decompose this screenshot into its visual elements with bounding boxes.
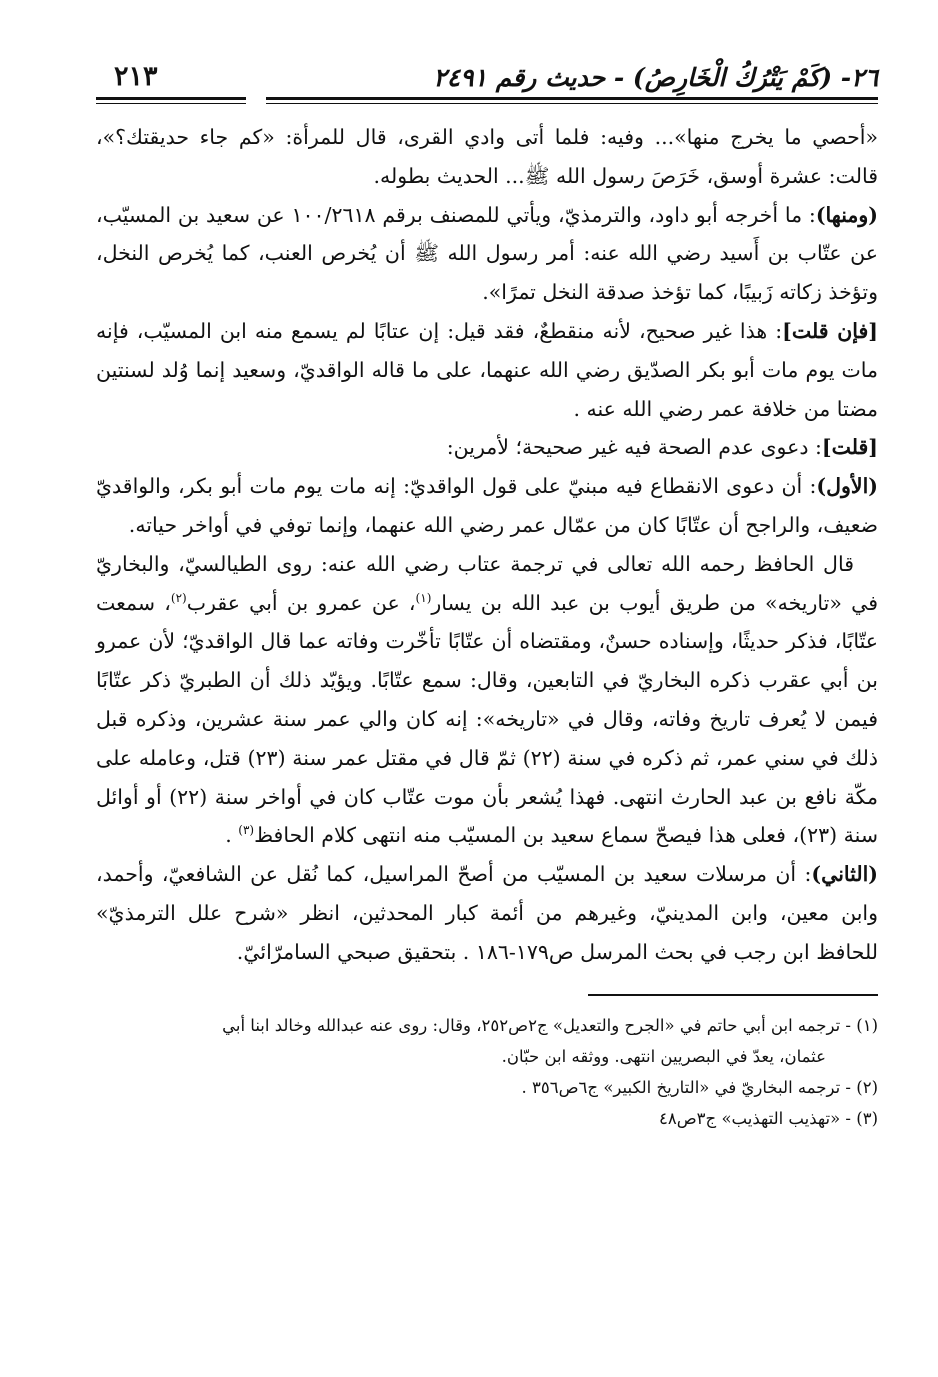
footnote-1: (١) - ترجمه ابن أبي حاتم في «الجرح والتعديل» ج٢ص٢٥٢، وقال: روى عنه عبدالله وخالد ابنا أبي: [222, 1015, 878, 1035]
paragraph-2-label: (ومنها): [815, 202, 878, 227]
paragraph-2: [96, 196, 878, 312]
footnote-ref-3[interactable]: (٣): [238, 823, 255, 838]
paragraph-1-text: «أحصي ما يخرج منها»... وفيه: فلما أتى وادي القرى، قال للمرأة: «كم جاء حديقتك؟»، قالت: عشرة أوسق، خَرَصَ رسول الله ﷺ... الحديث بطوله.: [96, 125, 878, 188]
paragraph-5-text: : أن دعوى الانقطاع فيه مبنيّ على قول الواقديّ: إنه مات يوم مات أبو بكر، والواقديّ ضعيف، والراجح أن عتّابًا كان من عمّال عمر رضي الله عنهما، وإنما توفي في أواخر حياته.: [96, 474, 878, 537]
paragraph-4: [96, 428, 878, 467]
paragraph-5: [96, 467, 878, 545]
paragraph-7-label: (الثاني): [811, 862, 878, 887]
footnote-divider: [588, 994, 878, 996]
paragraph-1: [96, 118, 878, 196]
footnote-1-continuation: عثمان، يعدّ في البصريين انتهى. ووثقه ابن حبّان.: [501, 1046, 826, 1066]
header-rule-thin: [266, 103, 878, 104]
page-number: ٢١٣: [114, 61, 158, 92]
header-rule-left-thin: [96, 103, 246, 104]
paragraph-3-label: [فإن قلت]: [782, 318, 878, 343]
footnote-3: (٣) - «تهذيب التهذيب» ج٣ص٤٨: [658, 1108, 878, 1128]
page-header: [96, 52, 878, 92]
footnote-ref-1[interactable]: (١): [415, 590, 432, 605]
paragraph-3-text: : هذا غير صحيح، لأنه منقطعٌ، فقد قيل: إن عتابًا لم يسمع منه ابن المسيّب، فإنه مات يوم مات أبو بكر الصدّيق رضي الله عنهما، على ما قاله الواقديّ، وسعيد إنما وُلد لسنتين مضتا من خلافة عمر رضي الله عنه .: [96, 318, 878, 421]
footnotes: [96, 1010, 878, 1134]
paragraph-3: [96, 312, 878, 428]
paragraph-4-text: : دعوى عدم الصحة فيه غير صحيحة؛ لأمرين:: [446, 435, 822, 460]
paragraph-5-label: (الأول): [816, 474, 878, 499]
paragraph-6-text-d: .: [225, 823, 239, 848]
paragraph-7: [96, 855, 878, 971]
paragraph-6: [96, 545, 878, 855]
paragraph-6-text-b: ، عن عمرو بن أبي عقرب: [186, 590, 416, 615]
running-title: ٢٦- (كَمْ يَتْرُكُ الْخَارِصُ) - حديث رقم ٢٤٩١: [433, 63, 878, 92]
paragraph-6-text-c: ، سمعت عتّابًا، فذكر حديثًا، وإسناده حسنٌ، ومقتضاه أن عتّابًا تأخّرت وفاته عما قال الواقديّ؛ لأن عمرو بن أبي عقرب ذكره البخاريّ في التابعين، وقال: سمع عتّابًا. ويؤيّد ذلك أن الطبريّ ذكر عتّابًا فيمن لا يُعرف تاريخ وفاته، وقال في «تاريخه»: إنه كان والي عمر سنة عشرين، وذكره قبل ذلك في سني عمر، ثم ذكره في سنة (٢٢) ثمّ قال في مقتل عمر سنة (٢٣) قتل، وعامله على مكّة نافع بن عبد الحارث انتهى. فهذا يُشعر بأن موت عتّاب كان في أواخر سنة (٢٢) أو أوائل سنة (٢٣)، فعلى هذا فيصحّ سماع سعيد بن المسيّب منه انتهى كلام الحافظ: [96, 590, 878, 848]
footnote-2: (٢) - ترجمه البخاريّ في «التاريخ الكبير» ج٦ص٣٥٦ .: [521, 1077, 878, 1097]
footnote-ref-2[interactable]: (٢): [170, 590, 187, 605]
header-rule: [96, 94, 878, 110]
paragraph-6-text-a: قال الحافظ رحمه الله تعالى في ترجمة عتاب رضي الله عنه: روى الطيالسيّ، والبخاريّ في «تاريخه» من طريق أيوب بن عبد الله بن يسار: [96, 551, 878, 615]
main-text: [96, 118, 878, 972]
header-rule-left-thick: [96, 97, 246, 100]
paragraph-2-text: : ما أخرجه أبو داود، والترمذيّ، ويأتي للمصنف برقم ١٠٠/٢٦١٨ عن سعيد بن المسيّب، عن عتّاب بن أَسيد رضي الله عنه: أمر رسول الله ﷺ أن يُخرص العنب، كما يُخرص النخل، وتؤخذ زكاته زَبيبًا، كما تؤخذ صدقة النخل تمرًا».: [96, 202, 878, 305]
header-rule-thick: [266, 97, 878, 100]
paragraph-7-text: : أن مرسلات سعيد بن المسيّب من أصحّ المراسيل، كما نُقل عن الشافعيّ، وأحمد، وابن معين، وابن المدينيّ، وغيرهم من أئمة كبار المحدثين، انظر «شرح علل الترمذيّ» للحافظ ابن رجب في بحث المرسل ص١٧٩-١٨٦ . بتحقيق صبحي السامرّائيّ.: [96, 862, 878, 964]
paragraph-4-label: [قلت]: [821, 435, 878, 460]
